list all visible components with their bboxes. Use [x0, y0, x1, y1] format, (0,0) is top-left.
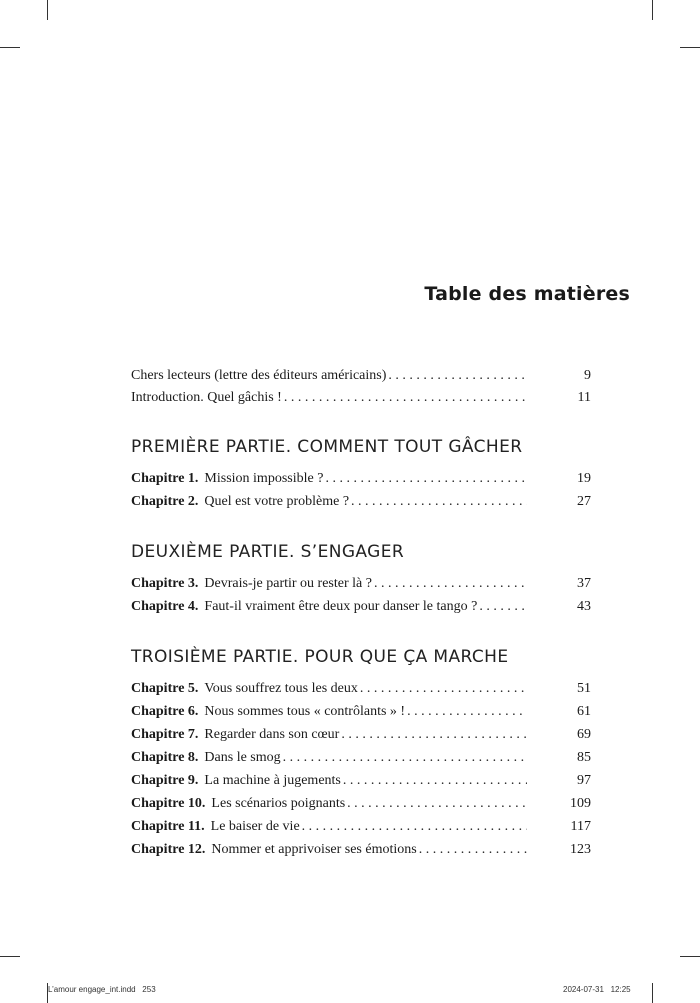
entry-label: Le baiser de vie	[210, 819, 300, 834]
entry-page: 61	[577, 704, 591, 719]
dot-leader	[284, 387, 527, 409]
entry-page: 11	[577, 390, 591, 405]
dot-leader	[351, 491, 527, 513]
slug-date: 2024-07-31	[563, 985, 604, 994]
entry-label: La machine à jugements	[204, 773, 341, 788]
chapter-number: Chapitre 7.	[131, 727, 199, 742]
toc-entry[interactable]	[131, 573, 591, 595]
entry-page: 117	[570, 819, 591, 834]
dot-leader	[347, 793, 527, 815]
crop-mark-top-right	[652, 0, 653, 20]
entry-page: 123	[570, 842, 591, 857]
crop-mark-top-left	[47, 0, 48, 20]
toc-entry[interactable]	[131, 701, 591, 723]
toc-entry[interactable]	[131, 747, 591, 769]
crop-mark-right-top	[680, 47, 700, 48]
dot-leader	[407, 701, 527, 723]
entry-page: 51	[577, 681, 591, 696]
entry-label: Dans le smog	[204, 750, 281, 765]
toc-entry[interactable]	[131, 839, 591, 861]
entry-label: Chers lecteurs (lettre des éditeurs américains)	[131, 368, 387, 383]
chapter-number: Chapitre 3.	[131, 576, 199, 591]
chapter-number: Chapitre 11.	[131, 819, 205, 834]
slug-time: 12:25	[610, 985, 631, 994]
crop-mark-right-bottom	[680, 956, 700, 957]
crop-mark-left-bottom	[0, 956, 20, 957]
toc-entry[interactable]	[131, 678, 591, 700]
toc-entry[interactable]	[131, 387, 591, 409]
toc-entry[interactable]	[131, 816, 591, 838]
slug-datetime	[563, 985, 631, 994]
entry-label: Nommer et apprivoiser ses émotions	[211, 842, 417, 857]
dot-leader	[388, 365, 527, 387]
entry-label: Quel est votre problème ?	[204, 494, 350, 509]
entry-page: 85	[577, 750, 591, 765]
entry-page: 43	[577, 599, 591, 614]
toc-entry[interactable]	[131, 491, 591, 513]
toc-entry[interactable]	[131, 793, 591, 815]
entry-page: 109	[570, 796, 591, 811]
toc-entry[interactable]	[131, 365, 591, 387]
chapter-number: Chapitre 2.	[131, 494, 199, 509]
crop-mark-bottom-right	[652, 983, 653, 1003]
dot-leader	[283, 747, 527, 769]
entry-page: 69	[577, 727, 591, 742]
chapter-number: Chapitre 8.	[131, 750, 199, 765]
entry-page: 97	[577, 773, 591, 788]
toc-entry[interactable]	[131, 724, 591, 746]
entry-label: Les scénarios poignants	[211, 796, 346, 811]
dot-leader	[479, 596, 527, 618]
slug-filename: L’amour engage_int.indd	[48, 985, 136, 994]
chapter-number: Chapitre 1.	[131, 471, 199, 486]
entry-page: 37	[577, 576, 591, 591]
entry-label: Faut-il vraiment être deux pour danser le tango ?	[204, 599, 478, 614]
chapter-number: Chapitre 6.	[131, 704, 199, 719]
part-heading: DEUXIÈME PARTIE. S’ENGAGER	[131, 542, 405, 562]
entry-label: Regarder dans son cœur	[204, 727, 340, 742]
dot-leader	[374, 573, 527, 595]
chapter-number: Chapitre 9.	[131, 773, 199, 788]
entry-label: Nous sommes tous « contrôlants » !	[204, 704, 406, 719]
chapter-number: Chapitre 4.	[131, 599, 199, 614]
chapter-number: Chapitre 12.	[131, 842, 206, 857]
slug-file	[48, 985, 156, 994]
dot-leader	[360, 678, 527, 700]
entry-page: 19	[577, 471, 591, 486]
entry-label: Vous souffrez tous les deux	[204, 681, 358, 696]
slug-folio: 253	[142, 985, 156, 994]
dot-leader	[302, 816, 527, 838]
entry-page: 9	[584, 368, 591, 383]
chapter-number: Chapitre 10.	[131, 796, 206, 811]
toc-entry[interactable]	[131, 770, 591, 792]
dot-leader	[341, 724, 527, 746]
dot-leader	[343, 770, 527, 792]
crop-mark-left-top	[0, 47, 20, 48]
dot-leader	[419, 839, 527, 861]
entry-label: Mission impossible ?	[204, 471, 324, 486]
toc-entry[interactable]	[131, 468, 591, 490]
part-heading: PREMIÈRE PARTIE. COMMENT TOUT GÂCHER	[131, 437, 523, 457]
part-heading: TROISIÈME PARTIE. POUR QUE ÇA MARCHE	[131, 647, 509, 667]
entry-label: Devrais-je partir ou rester là ?	[204, 576, 372, 591]
dot-leader	[325, 468, 527, 490]
page-title: Table des matières	[424, 283, 630, 305]
entry-page: 27	[577, 494, 591, 509]
chapter-number: Chapitre 5.	[131, 681, 199, 696]
toc-entry[interactable]	[131, 596, 591, 618]
entry-label: Introduction. Quel gâchis !	[131, 390, 282, 405]
